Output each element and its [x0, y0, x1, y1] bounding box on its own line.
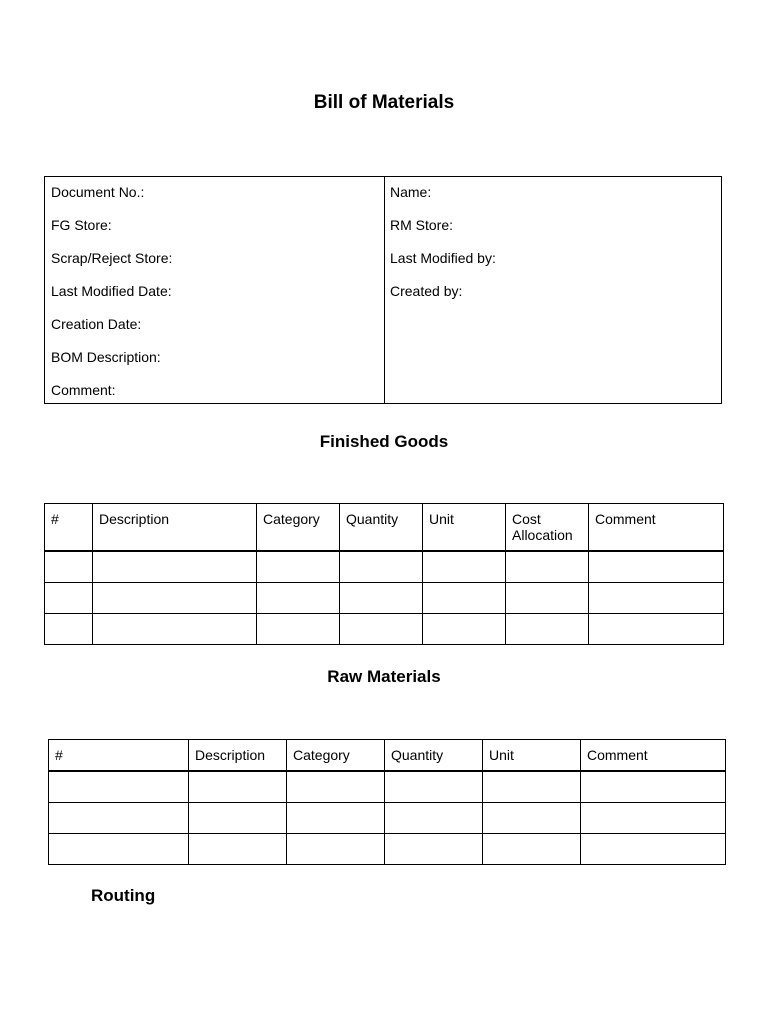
table-cell[interactable]	[385, 771, 483, 803]
finished-goods-table	[44, 503, 724, 645]
column-header: Unit	[423, 504, 506, 552]
table-cell[interactable]	[287, 834, 385, 865]
name-label: Name:	[390, 184, 432, 200]
table-cell[interactable]	[257, 614, 340, 645]
table-cell[interactable]	[49, 834, 189, 865]
last-modified-by-label: Last Modified by:	[390, 250, 496, 266]
column-header: Quantity	[340, 504, 423, 552]
comment-label: Comment:	[51, 382, 116, 398]
column-header: #	[45, 504, 93, 552]
table-row	[49, 834, 726, 865]
table-cell[interactable]	[506, 614, 589, 645]
table-cell[interactable]	[483, 803, 581, 834]
routing-title: Routing	[91, 886, 156, 905]
table-cell[interactable]	[287, 771, 385, 803]
table-row	[45, 614, 724, 645]
last-modified-date-label: Last Modified Date:	[51, 283, 172, 299]
table-cell[interactable]	[189, 834, 287, 865]
created-by-label: Created by:	[390, 283, 463, 299]
table-header-row	[45, 504, 724, 552]
table-cell[interactable]	[483, 771, 581, 803]
table-cell[interactable]	[589, 614, 724, 645]
table-cell[interactable]	[581, 771, 726, 803]
table-cell[interactable]	[385, 803, 483, 834]
document-no-label: Document No.:	[51, 184, 145, 200]
column-header: Description	[93, 504, 257, 552]
table-row	[49, 803, 726, 834]
table-cell[interactable]	[423, 614, 506, 645]
table-cell[interactable]	[287, 803, 385, 834]
table-cell[interactable]	[93, 614, 257, 645]
table-cell[interactable]	[93, 583, 257, 614]
table-cell[interactable]	[49, 771, 189, 803]
finished-goods-title: Finished Goods	[319, 432, 449, 451]
table-cell[interactable]	[589, 583, 724, 614]
table-cell[interactable]	[581, 803, 726, 834]
creation-date-label: Creation Date:	[51, 316, 142, 332]
table-cell[interactable]	[340, 583, 423, 614]
bom-description-label: BOM Description:	[51, 349, 161, 365]
column-header: Category	[287, 740, 385, 772]
info-column-left	[45, 177, 385, 403]
table-cell[interactable]	[506, 551, 589, 583]
column-header: #	[49, 740, 189, 772]
column-header: Comment	[589, 504, 724, 552]
table-cell[interactable]	[506, 583, 589, 614]
table-cell[interactable]	[257, 551, 340, 583]
table-row	[45, 583, 724, 614]
column-header: Comment	[581, 740, 726, 772]
table-cell[interactable]	[189, 771, 287, 803]
table-cell[interactable]	[45, 583, 93, 614]
table-cell[interactable]	[93, 551, 257, 583]
column-header: Cost Allocation	[506, 504, 589, 552]
table-header-row	[49, 740, 726, 772]
document-info-box	[44, 176, 722, 404]
table-cell[interactable]	[45, 551, 93, 583]
table-cell[interactable]	[581, 834, 726, 865]
table-row	[45, 551, 724, 583]
rm-store-label: RM Store:	[390, 217, 454, 233]
table-cell[interactable]	[189, 803, 287, 834]
column-header: Description	[189, 740, 287, 772]
table-cell[interactable]	[483, 834, 581, 865]
column-header: Quantity	[385, 740, 483, 772]
column-header: Category	[257, 504, 340, 552]
document-title: Bill of Materials	[313, 92, 455, 113]
table-cell[interactable]	[423, 551, 506, 583]
table-cell[interactable]	[45, 614, 93, 645]
raw-materials-title: Raw Materials	[327, 667, 441, 686]
table-cell[interactable]	[589, 551, 724, 583]
table-cell[interactable]	[385, 834, 483, 865]
table-cell[interactable]	[49, 803, 189, 834]
column-header: Unit	[483, 740, 581, 772]
info-column-right	[385, 177, 721, 403]
scrap-reject-store-label: Scrap/Reject Store:	[51, 250, 173, 266]
fg-store-label: FG Store:	[51, 217, 112, 233]
table-cell[interactable]	[340, 614, 423, 645]
raw-materials-table	[48, 739, 726, 865]
table-cell[interactable]	[423, 583, 506, 614]
table-cell[interactable]	[340, 551, 423, 583]
table-row	[49, 771, 726, 803]
table-cell[interactable]	[257, 583, 340, 614]
